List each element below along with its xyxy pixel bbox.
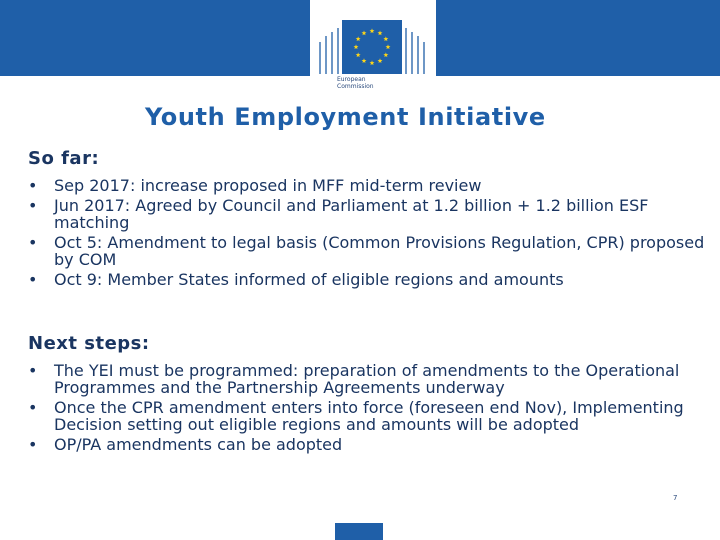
- logo-text-line2: Commission: [337, 83, 374, 90]
- slide-title: Youth Employment Initiative: [145, 103, 546, 131]
- footer-bar: [335, 523, 383, 540]
- list-item: • Once the CPR amendment enters into force (foreseen end Nov), Implementing Decision setting out eligible regions and amounts will be adopted: [28, 399, 708, 433]
- so-far-list: [28, 177, 708, 291]
- next-steps-heading: Next steps:: [28, 333, 150, 354]
- list-item: • OP/PA amendments can be adopted: [28, 436, 708, 453]
- next-steps-list: [28, 362, 708, 456]
- logo-text-line1: European: [337, 76, 366, 83]
- so-far-heading: So far:: [28, 148, 100, 169]
- list-item: • Sep 2017: increase proposed in MFF mid-term review: [28, 177, 708, 194]
- list-item: • Jun 2017: Agreed by Council and Parliament at 1.2 billion + 1.2 billion ESF matching: [28, 197, 708, 231]
- page-number: 7: [673, 494, 678, 502]
- list-item: • Oct 9: Member States informed of eligible regions and amounts: [28, 271, 708, 288]
- list-item: • Oct 5: Amendment to legal basis (Common Provisions Regulation, CPR) proposed by COM: [28, 234, 708, 268]
- logo-text: [337, 76, 374, 90]
- european-commission-logo: [310, 0, 436, 100]
- list-item: • The YEI must be programmed: preparation of amendments to the Operational Programmes and the Partnership Agreements underway: [28, 362, 708, 396]
- commission-building-icon: [314, 8, 432, 74]
